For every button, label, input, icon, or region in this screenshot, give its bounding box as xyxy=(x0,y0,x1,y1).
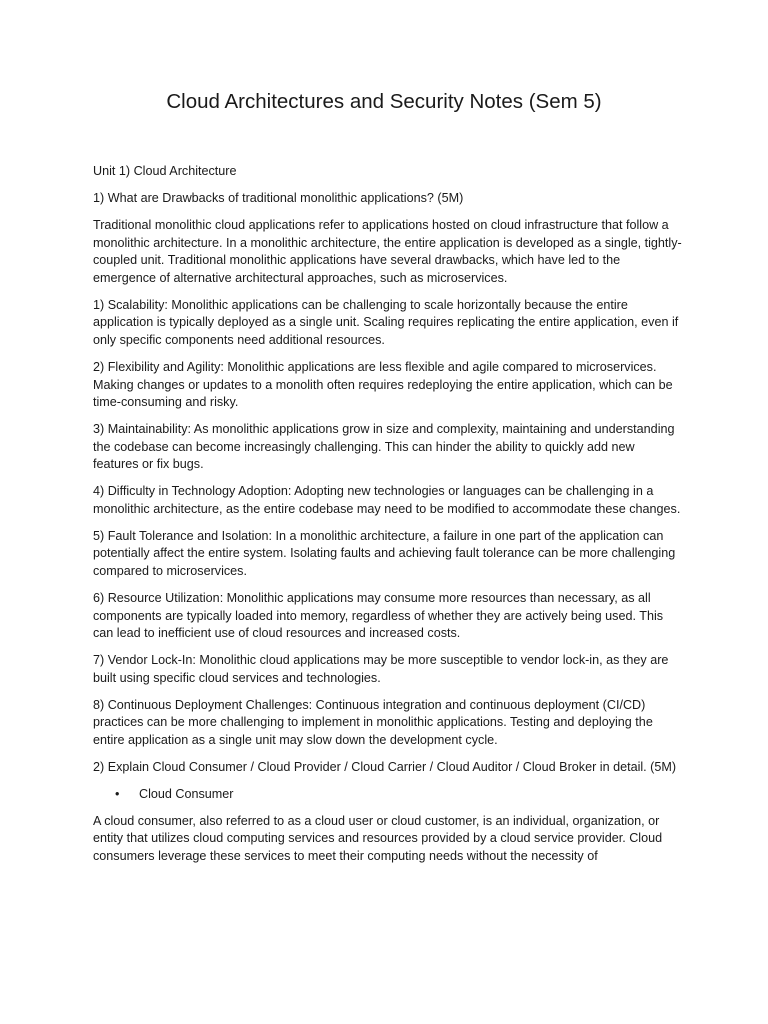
drawback-item-scalability: 1) Scalability: Monolithic applications can be challenging to scale horizontally because the entire application is typically deployed as a single unit. Scaling requires replicating the entire application, even if only specific components need additional resources. xyxy=(93,297,679,347)
document-body xyxy=(93,163,683,875)
intro-paragraph: Traditional monolithic cloud applications refer to applications hosted on cloud infrastructure that follow a monolithic architecture. In a monolithic architecture, the entire application is developed as a single, tightly-coupled unit. Traditional monolithic applications have several drawbacks, which have led to the emergence of alternative architectural approaches, such as microservices. xyxy=(93,217,682,285)
drawback-item-resource-utilization: 6) Resource Utilization: Monolithic applications may consume more resources than necessary, as all components are typically loaded into memory, regardless of whether they are actively being used. This can lead to inefficient use of cloud resources and increased costs. xyxy=(93,591,664,641)
document-title: Cloud Architectures and Security Notes (Sem 5) xyxy=(166,90,602,113)
drawback-item-vendor-lock-in: 7) Vendor Lock-In: Monolithic cloud applications may be more susceptible to vendor lock-in, as they are built using specific cloud services and technologies. xyxy=(93,653,669,685)
drawback-item-maintainability: 3) Maintainability: As monolithic applications grow in size and complexity, maintaining and understanding the codebase can become increasingly challenging. This can hinder the ability to quickly add new features or fix bugs. xyxy=(93,422,675,472)
bullet-label: Cloud Consumer xyxy=(139,786,234,801)
bullet-point-icon: • xyxy=(115,786,120,801)
unit-heading: Unit 1) Cloud Architecture xyxy=(93,164,237,178)
cloud-consumer-paragraph: A cloud consumer, also referred to as a cloud user or cloud customer, is an individual, organization, or entity that utilizes cloud computing services and resources provided by a cloud service provider. Cloud consumers leverage these services to meet their computing needs without the necessity of xyxy=(93,813,663,864)
drawback-item-fault-tolerance: 5) Fault Tolerance and Isolation: In a monolithic architecture, a failure in one part of the application can potentially affect the entire system. Isolating faults and achieving fault tolerance can be more challenging compared to microservices. xyxy=(93,528,676,579)
question-heading-2: 2) Explain Cloud Consumer / Cloud Provider / Cloud Carrier / Cloud Auditor / Cloud Broker in detail. (5M) xyxy=(93,759,677,774)
bullet-item-cloud-consumer xyxy=(93,786,683,804)
drawback-item-technology-adoption: 4) Difficulty in Technology Adoption: Adopting new technologies or languages can be challenging in a monolithic architecture, as the entire codebase may need to be modified to accommodate these changes. xyxy=(93,484,681,516)
drawback-item-flexibility: 2) Flexibility and Agility: Monolithic applications are less flexible and agile compared to microservices. Making changes or updates to a monolith often requires redeploying the entire application, which can be time-consuming and risky. xyxy=(93,359,673,410)
drawback-item-continuous-deployment: 8) Continuous Deployment Challenges: Continuous integration and continuous deployment (CI/CD) practices can be more challenging to implement in monolithic applications. Testing and deploying the entire application as a single unit may slow down the development cycle. xyxy=(93,697,653,747)
question-heading-1: 1) What are Drawbacks of traditional monolithic applications? (5M) xyxy=(93,190,464,205)
